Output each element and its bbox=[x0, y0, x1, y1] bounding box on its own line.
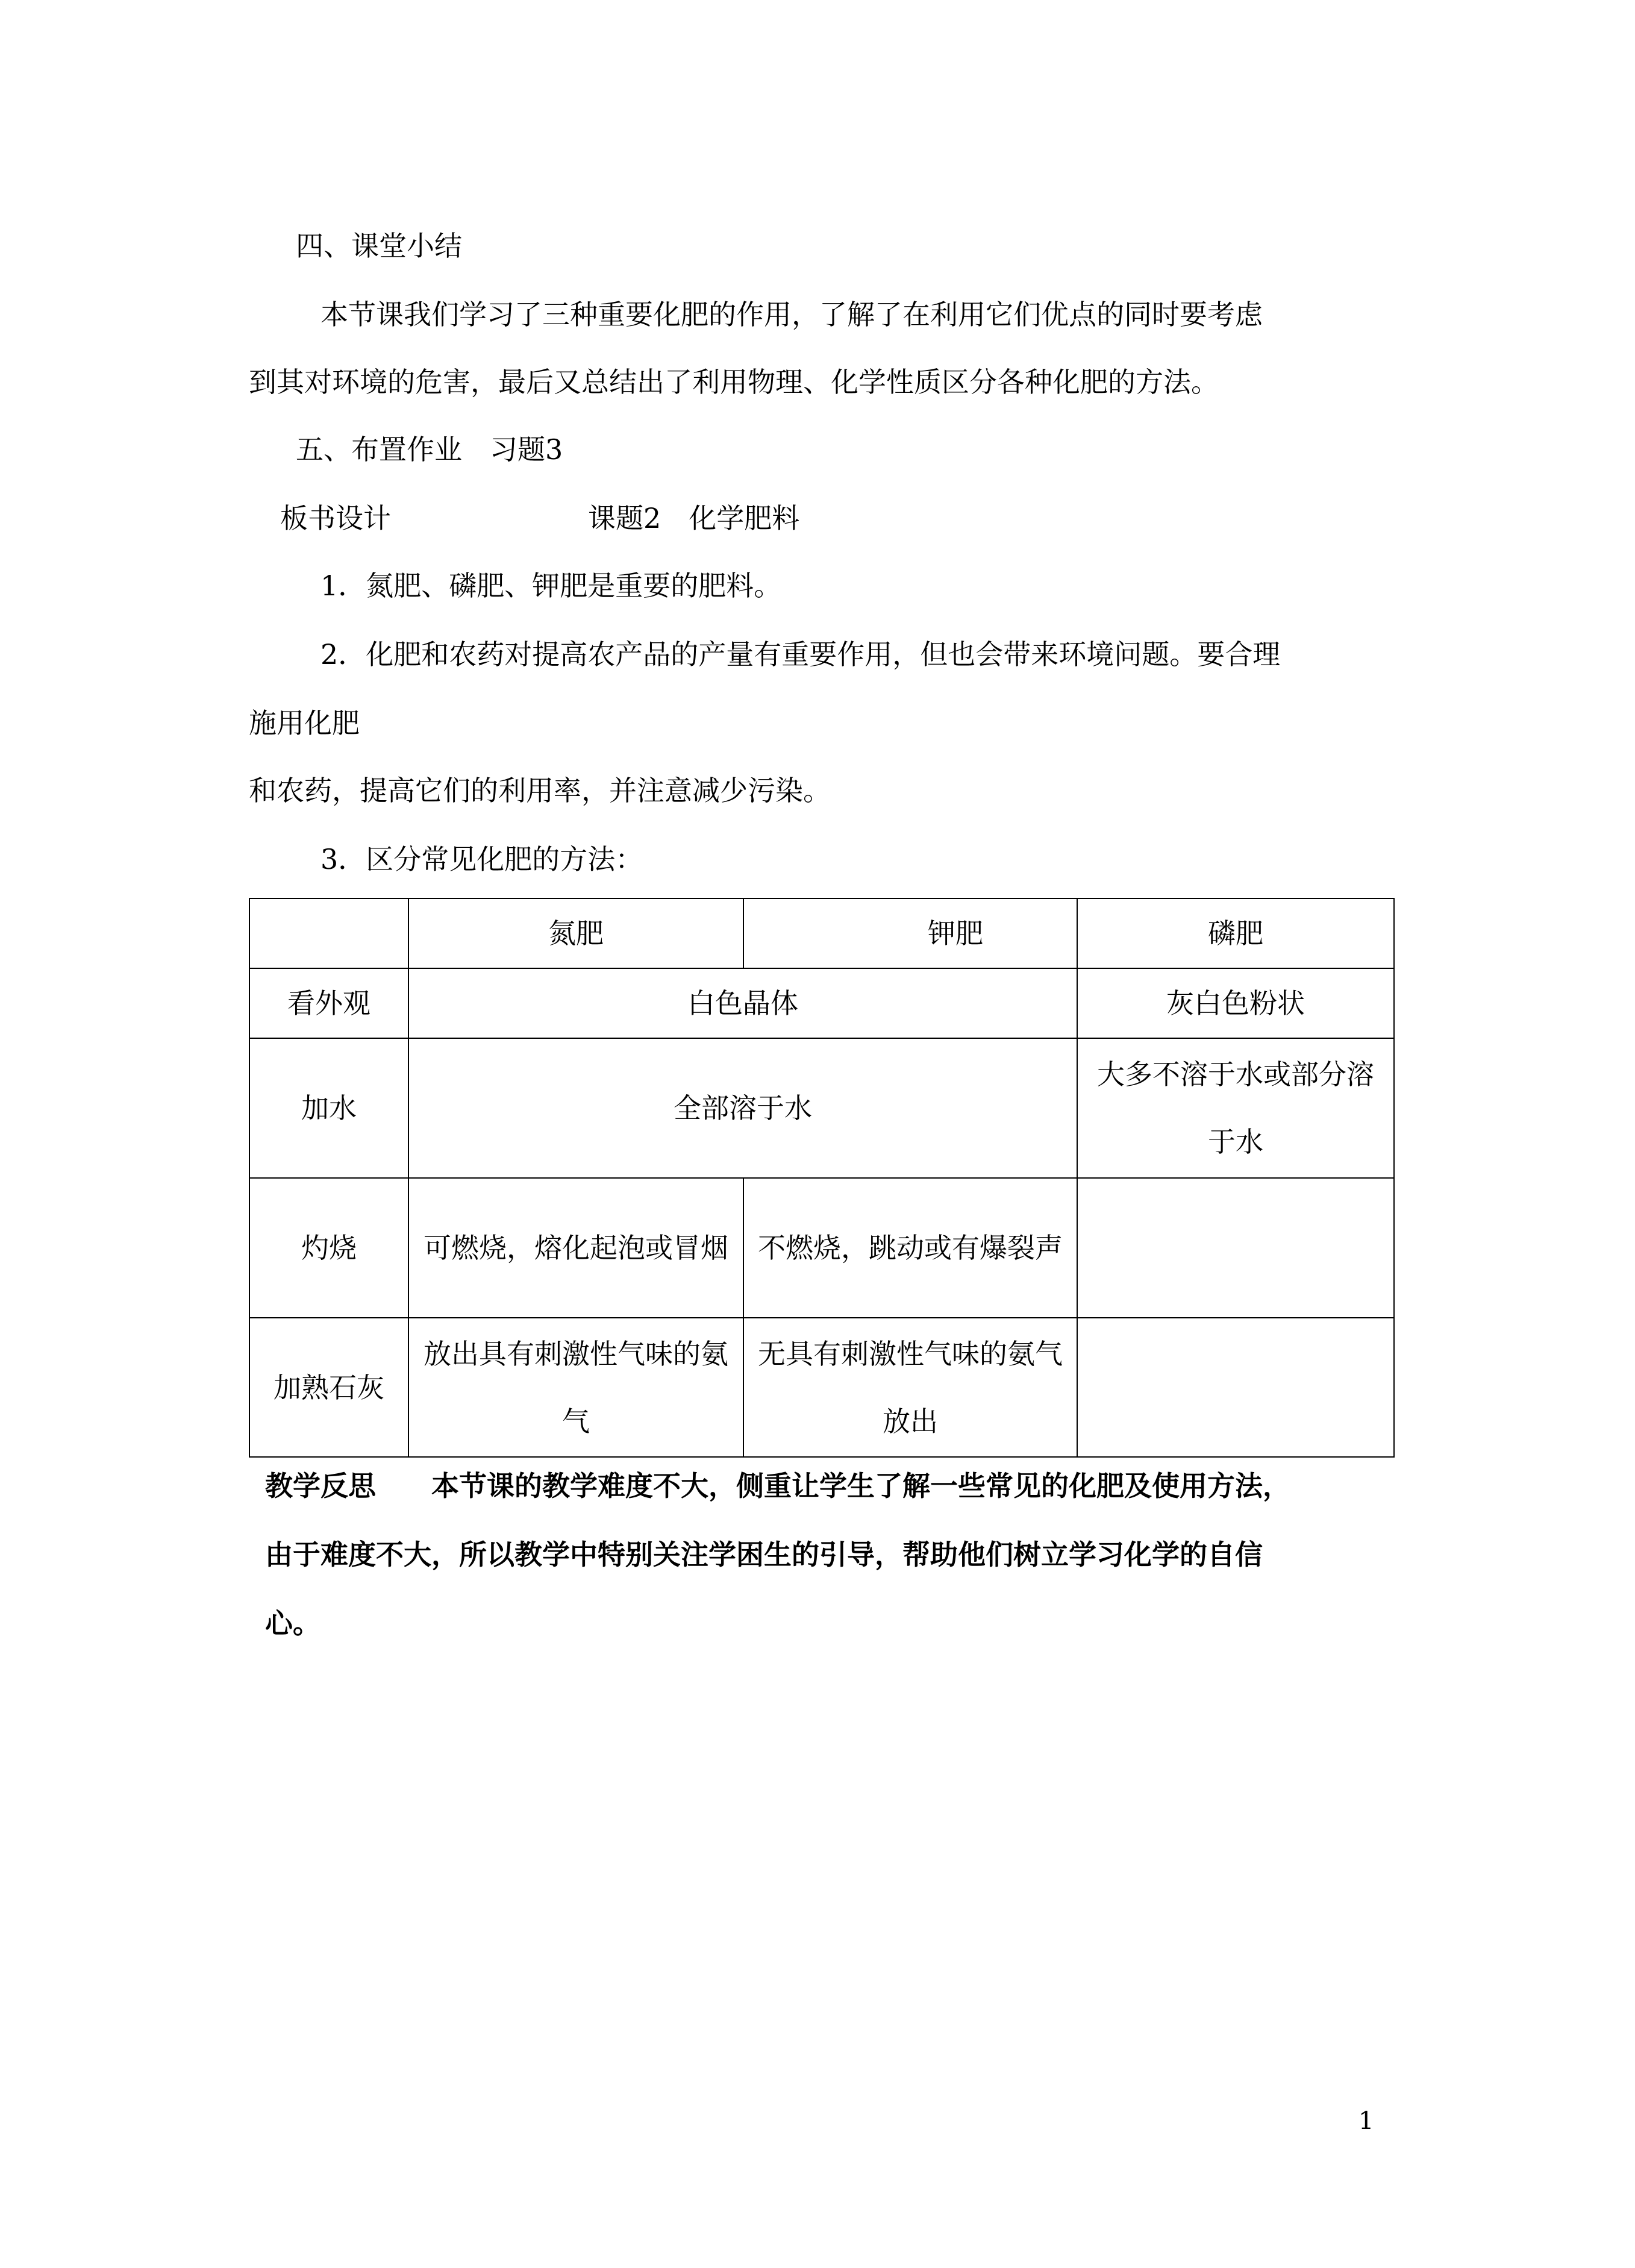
section4-heading: 四、课堂小结 bbox=[296, 230, 462, 262]
cell-burn-k: 不燃烧，跳动或有爆裂声 bbox=[743, 1178, 1077, 1318]
table-row bbox=[249, 1038, 1394, 1178]
cell-appearance-nk: 白色晶体 bbox=[408, 968, 1077, 1038]
table-header-empty bbox=[249, 898, 408, 968]
summary-line-1: 本节课我们学习了三种重要化肥的作用，了解了在利用它们优点的同时要考虑 bbox=[320, 298, 1263, 331]
table-row bbox=[249, 1178, 1394, 1318]
cell-water-p: 大多不溶于水或部分溶于水 bbox=[1077, 1038, 1394, 1178]
row-label-water: 加水 bbox=[249, 1038, 408, 1178]
reflection-line-2: 由于难度不大，所以教学中特别关注学困生的引导，帮助他们树立学习化学的自信 bbox=[265, 1538, 1263, 1571]
cell-lime-p bbox=[1077, 1318, 1394, 1457]
board-label: 板书设计 bbox=[280, 502, 391, 534]
fertilizer-table bbox=[249, 898, 1395, 1458]
board-title: 课题2 化学肥料 bbox=[588, 502, 800, 534]
table-header-phosphorus: 磷肥 bbox=[1077, 898, 1394, 968]
table-header-potassium bbox=[743, 898, 1077, 968]
cell-water-nk: 全部溶于水 bbox=[408, 1038, 1077, 1178]
cell-burn-n: 可燃烧，熔化起泡或冒烟 bbox=[408, 1178, 743, 1318]
point-1: 1．氮肥、磷肥、钾肥是重要的肥料。 bbox=[320, 569, 782, 602]
table-header-potassium-text: 钾肥 bbox=[928, 917, 983, 950]
reflection-line-1: 教学反思 本节课的教学难度不大，侧重让学生了解一些常见的化肥及使用方法， bbox=[265, 1470, 1290, 1502]
cell-burn-p bbox=[1077, 1178, 1394, 1318]
point-2-line-3: 和农药，提高它们的利用率，并注意减少污染。 bbox=[249, 774, 831, 807]
cell-lime-n: 放出具有刺激性气味的氨气 bbox=[408, 1318, 743, 1457]
table-header-nitrogen: 氮肥 bbox=[408, 898, 743, 968]
table-row bbox=[249, 968, 1394, 1038]
page-number: 1 bbox=[1358, 2107, 1374, 2135]
cell-lime-k: 无具有刺激性气味的氨气放出 bbox=[743, 1318, 1077, 1457]
point-2-line-2: 施用化肥 bbox=[249, 707, 360, 739]
row-label-appearance: 看外观 bbox=[249, 968, 408, 1038]
reflection-line-3: 心。 bbox=[265, 1607, 320, 1640]
cell-appearance-p: 灰白色粉状 bbox=[1077, 968, 1394, 1038]
row-label-lime: 加熟石灰 bbox=[249, 1318, 408, 1457]
point-2-line-1: 2．化肥和农药对提高农产品的产量有重要作用，但也会带来环境问题。要合理 bbox=[320, 638, 1281, 671]
section5-heading: 五、布置作业 习题3 bbox=[296, 433, 563, 466]
summary-line-2: 到其对环境的危害，最后又总结出了利用物理、化学性质区分各种化肥的方法。 bbox=[249, 366, 1219, 398]
table-row bbox=[249, 1318, 1394, 1457]
row-label-burn: 灼烧 bbox=[249, 1178, 408, 1318]
table-row bbox=[249, 898, 1394, 968]
point-3: 3．区分常见化肥的方法： bbox=[320, 843, 643, 876]
